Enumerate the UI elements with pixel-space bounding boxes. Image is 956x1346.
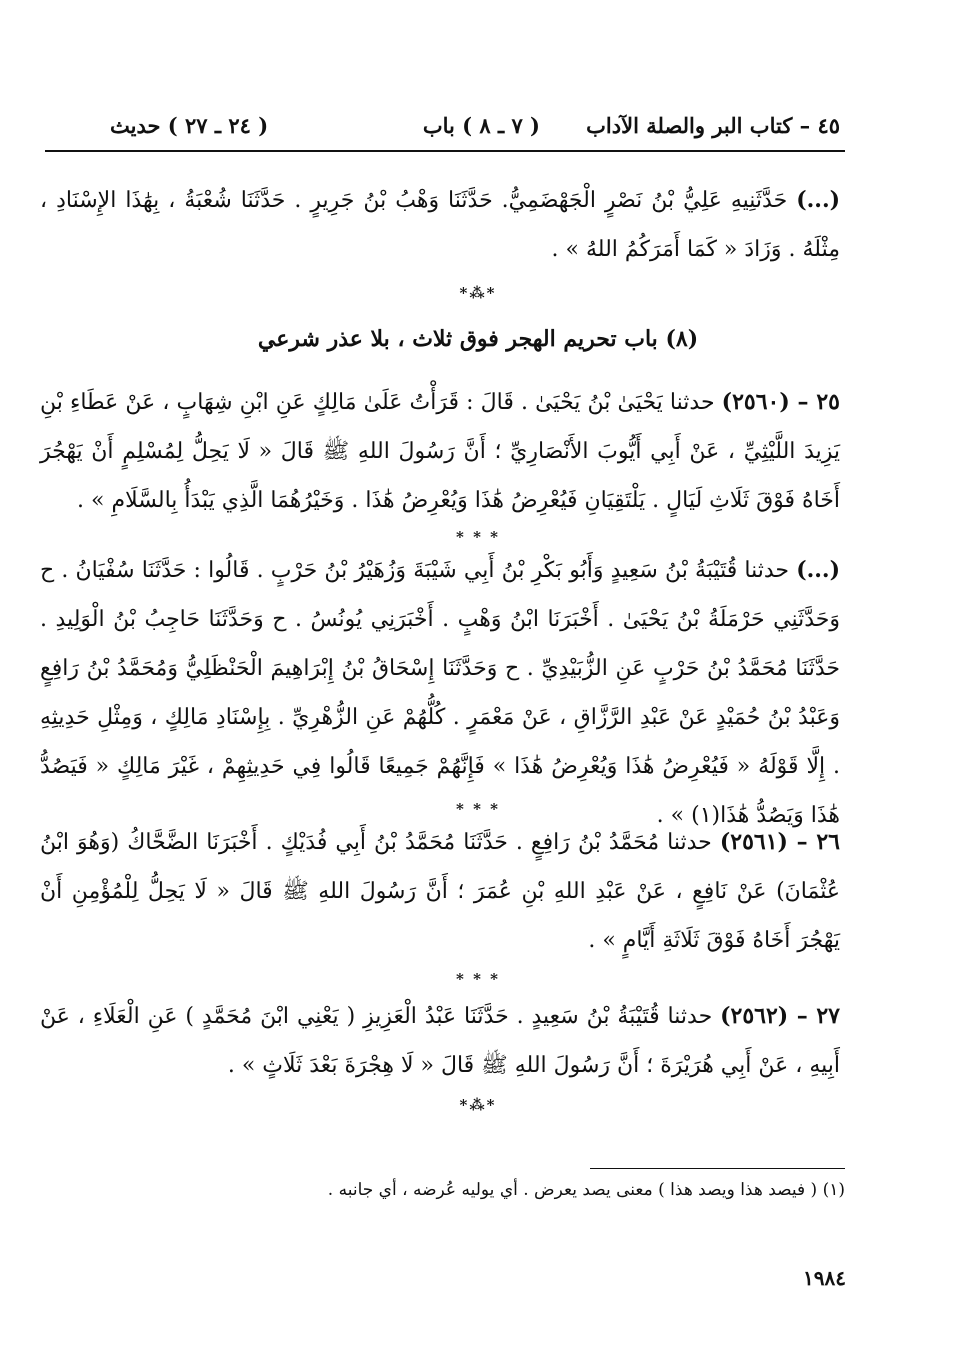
hadith-text: حدثنا قُتَيْبَةُ بْنُ سَعِيدٍ . حَدَّثَنَا عَبْدُ الْعَزِيزِ ( يَعْنِي ابْنَ مُحَمَّدٍ ) عَنِ الْعَلَاءِ ، عَنْ أَبِيهِ ، عَنْ أَبِي هُرَيْرَةَ ؛ أَنَّ رَسُولَ اللهِ ﷺ قَالَ « لَا هِجْرَةَ بَعْدَ ثَلَاثٍ » .: [40, 1004, 840, 1078]
header-rule: [45, 150, 845, 152]
running-header: [110, 113, 840, 149]
section-separator: * * *: [456, 800, 500, 818]
hadith-block-3: [40, 546, 840, 840]
footnote-rule: [590, 1168, 845, 1169]
hadith-block-4: [40, 818, 840, 965]
header-book-title: ٤٥ – كتاب البر والصلة الآداب: [586, 113, 840, 138]
hadith-number: ٢٦ – (٢٥٦١): [719, 829, 840, 855]
header-chapter-range: ( ٧ ـ ٨ ) باب: [422, 113, 540, 138]
hadith-number: ٢٥ – (٢٥٦٠): [721, 389, 840, 415]
section-separator: *⁂*: [459, 284, 497, 302]
hadith-number: ٢٧ – (٢٥٦٢): [720, 1003, 840, 1029]
header-hadith-range: ( ٢٤ ـ ٢٧ ) حديث: [110, 113, 269, 138]
hadith-text: حَدَّثَنِيهِ عَلِيُّ بْنُ نَصْرٍ الْجَهْضَمِيُّ. حَدَّثَنَا وَهْبُ بْنُ جَرِيرٍ . حَدَّثَنَا شُعْبَةُ ، بِهَٰذَا الإِسْنَادِ ، مِثْلَهُ . وَزَادَ « كَمَا أَمَرَكُمُ اللهُ » .: [40, 188, 840, 262]
hadith-block-5: [40, 992, 840, 1090]
chapter-title: (٨) باب تحريم الهجر فوق ثلاث ، بلا عذر شرعي: [257, 326, 699, 352]
section-separator: * * *: [456, 528, 500, 546]
hadith-text: حدثنا يَحْيَىٰ بْنُ يَحْيَىٰ . قَالَ : قَرَأْتُ عَلَىٰ مَالِكٍ عَنِ ابْنِ شِهَابٍ ، عَنْ عَطَاءِ بْنِ يَزِيدَ اللَّيْثِيِّ ، عَنْ أَبِي أَيُّوبَ الأَنْصَارِيِّ ؛ أَنَّ رَسُولَ اللهِ ﷺ قَالَ « لَا يَحِلُّ لِمُسْلِمٍ أَنْ يَهْجُرَ أَخَاهُ فَوْقَ ثَلَاثِ لَيَالٍ . يَلْتَقِيَانِ فَيُعْرِضُ هَٰذَا وَيُعْرِضُ هَٰذَا . وَخَيْرُهُمَا الَّذِي يَبْدَأُ بِالسَّلَامِ » .: [40, 390, 840, 513]
hadith-text: حدثنا مُحَمَّدُ بْنُ رَافِعٍ . حَدَّثَنَا مُحَمَّدُ بْنُ أَبِي فُدَيْكٍ . أَخْبَرَنَا الضَّحَّاكُ (وَهُوَ ابْنُ عُثْمَانَ) عَنْ نَافِعٍ ، عَنْ عَبْدِ اللهِ بْنِ عُمَرَ ؛ أَنَّ رَسُولَ اللهِ ﷺ قَالَ « لَا يَحِلُّ لِلْمُؤْمِنِ أَنْ يَهْجُرَ أَخَاهُ فَوْقَ ثَلَاثَةِ أَيَّامٍ » .: [40, 830, 840, 953]
footnote: (١) ( فيصد هذا ويصد هذا ) معنى يصد يعرض . أي يوليه عُرضه ، أي جانبه .: [327, 1180, 845, 1200]
hadith-block-2: [40, 378, 840, 525]
hadith-text: حدثنا قُتَيْبَةُ بْنُ سَعِيدٍ وَأَبُو بَكْرِ بْنُ أَبِي شَيْبَةَ وَزُهَيْرُ بْنُ حَرْبٍ . قَالُوا : حَدَّثَنَا سُفْيَانُ . ح وَحَدَّثَنِي حَرْمَلَةُ بْنُ يَحْيَىٰ . أَخْبَرَنَا ابْنُ وَهْبٍ . أَخْبَرَنِي يُونُسُ . ح وَحَدَّثَنَا حَاجِبُ بْنُ الْوَلِيدِ . حَدَّثَنَا مُحَمَّدُ بْنُ حَرْبٍ عَنِ الزُّبَيْدِيِّ . ح وَحَدَّثَنَا إِسْحَاقُ بْنُ إِبْرَاهِيمَ الْحَنْظَلِيُّ وَمُحَمَّدُ بْنُ رَافِعٍ وَعَبْدُ بْنُ حُمَيْدٍ عَنْ عَبْدِ الرَّزَّاقِ ، عَنْ مَعْمَرٍ . كُلُّهُمْ عَنِ الزُّهْرِيِّ . بِإِسْنَادِ مَالِكٍ ، وَمِثْلِ حَدِيثِهِ . إِلَّا قَوْلَهُ « فَيُعْرِضُ هَٰذَا وَيُعْرِضُ هَٰذَا » فَإِنَّهُمْ جَمِيعًا قَالُوا فِي حَدِيثِهِمْ ، غَيْرَ مَالِكٍ « فَيَصُدُّ هَٰذَا وَيَصُدُّ هَٰذَا(١) » .: [40, 558, 840, 828]
hadith-number: (...): [796, 187, 841, 213]
page-number: ١٩٨٤: [803, 1266, 846, 1290]
hadith-block-1: [40, 176, 840, 274]
section-separator: *⁂*: [459, 1096, 497, 1114]
hadith-number: (...): [796, 557, 840, 583]
section-separator: * * *: [456, 970, 500, 988]
